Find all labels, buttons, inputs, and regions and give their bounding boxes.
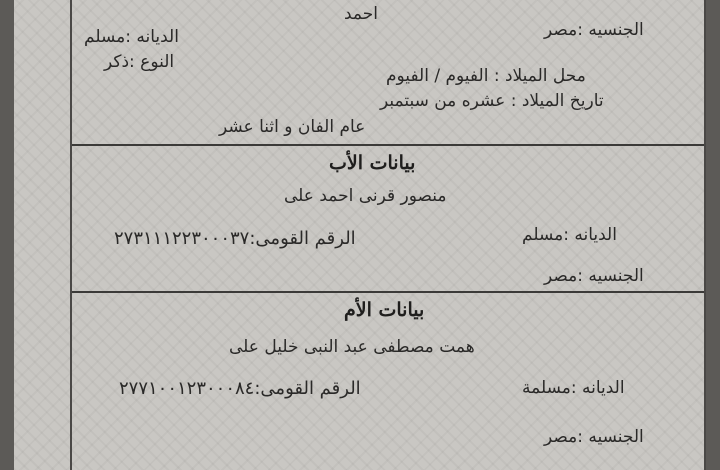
mother-nationality: الجنسيه :مصر xyxy=(544,427,644,447)
child-nationality: الجنسيه :مصر xyxy=(544,20,644,40)
child-religion: الديانه :مسلم xyxy=(84,27,179,47)
mother-religion: الديانه :مسلمة xyxy=(522,378,625,398)
father-section-header: بيانات الأب xyxy=(329,152,416,174)
name-fragment: احمد xyxy=(344,4,378,24)
child-birth-date-line2: عام الفان و اثنا عشر xyxy=(219,117,366,137)
father-name: منصور قرنى احمد على xyxy=(284,186,447,206)
child-birth-date-line1: تاريخ الميلاد : عشره من سبتمبر xyxy=(380,91,604,111)
left-frame-line xyxy=(70,0,72,470)
birth-certificate-document xyxy=(14,0,706,470)
child-birth-place: محل الميلاد : الفيوم / الفيوم xyxy=(386,66,586,86)
right-frame-line xyxy=(704,0,706,470)
section-divider xyxy=(72,144,704,146)
child-gender: النوع :ذكر xyxy=(104,52,175,72)
mother-section-header: بيانات الأم xyxy=(344,299,425,321)
father-nationality: الجنسيه :مصر xyxy=(544,266,644,286)
father-national-id: الرقم القومى:٢٧٣١١١٢٢٣٠٠٠٣٧ xyxy=(114,228,356,249)
mother-national-id: الرقم القومى:٢٧٧١٠٠١٢٣٠٠٠٨٤ xyxy=(119,378,361,399)
mother-name: همت مصطفى عبد النبى خليل على xyxy=(229,337,475,357)
father-religion: الديانه :مسلم xyxy=(522,225,617,245)
section-divider xyxy=(72,291,704,293)
